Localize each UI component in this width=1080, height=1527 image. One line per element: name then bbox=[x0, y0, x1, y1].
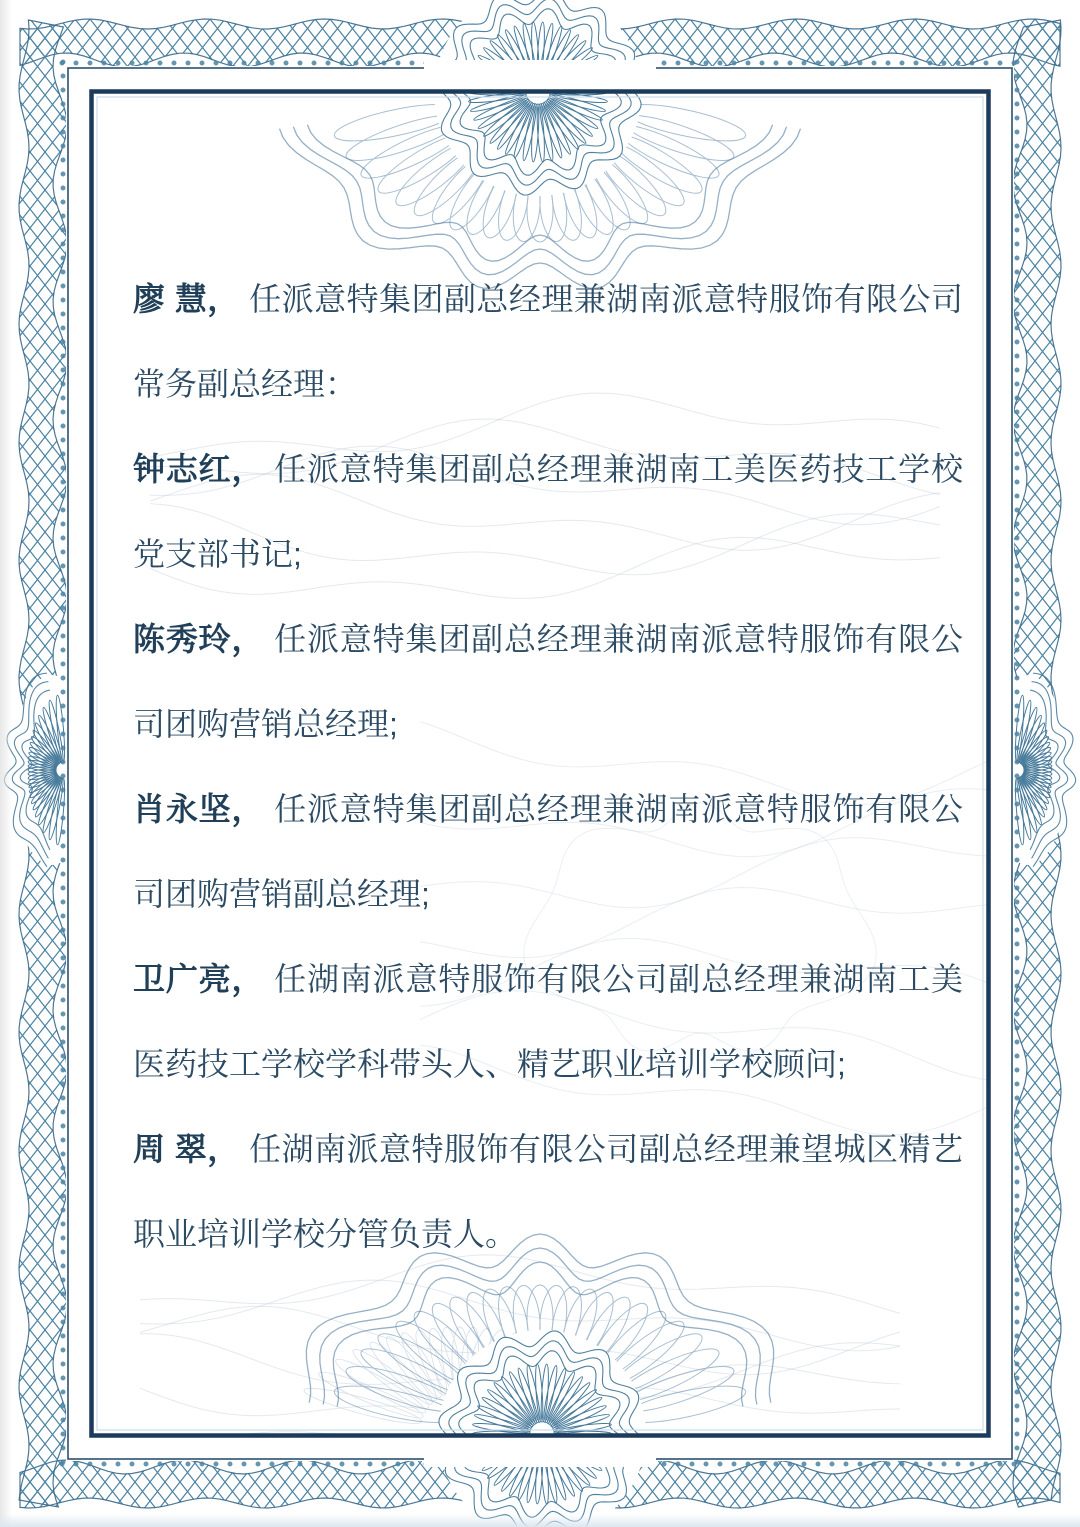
position-text: 任湖南派意特服饰有限公司副总经理兼望城区精艺 bbox=[239, 1131, 963, 1167]
position-text: 任派意特集团副总经理兼湖南派意特服饰有限公司 bbox=[239, 281, 963, 317]
person-name: 肖永坚， bbox=[133, 791, 265, 827]
appointment-line bbox=[133, 427, 963, 512]
person-name: 陈秀玲， bbox=[133, 621, 265, 657]
appointment-line-continuation bbox=[133, 1022, 963, 1107]
position-text: 医药技工学校学科带头人、精艺职业培训学校顾问; bbox=[133, 1046, 846, 1082]
position-text: 任湖南派意特服饰有限公司副总经理兼湖南工美 bbox=[264, 961, 963, 997]
position-text: 职业培训学校分管负责人。 bbox=[133, 1216, 518, 1252]
position-text: 党支部书记; bbox=[133, 536, 302, 572]
photo-edge-left bbox=[0, 0, 12, 1527]
position-text: 司团购营销副总经理; bbox=[133, 876, 430, 912]
position-text: 司团购营销总经理; bbox=[133, 706, 398, 742]
position-text: 任派意特集团副总经理兼湖南派意特服饰有限公 bbox=[264, 621, 963, 657]
photo-edge-bottom bbox=[0, 1514, 1080, 1527]
position-text: 常务副总经理： bbox=[133, 366, 358, 402]
position-text: 任派意特集团副总经理兼湖南工美医药技工学校 bbox=[264, 451, 963, 487]
appointment-line bbox=[133, 257, 963, 342]
appointment-line bbox=[133, 767, 963, 852]
appointment-line-continuation bbox=[133, 342, 963, 427]
person-name: 周 翠， bbox=[133, 1131, 240, 1167]
person-name: 卫广亮， bbox=[133, 961, 265, 997]
appointment-line-continuation bbox=[133, 1192, 963, 1277]
appointment-line bbox=[133, 937, 963, 1022]
appointment-line-continuation bbox=[133, 682, 963, 767]
appointment-line bbox=[133, 597, 963, 682]
appointment-line-continuation bbox=[133, 852, 963, 937]
position-text: 任派意特集团副总经理兼湖南派意特服饰有限公 bbox=[264, 791, 963, 827]
appointment-line bbox=[133, 1107, 963, 1192]
appointment-list bbox=[133, 257, 963, 1277]
person-name: 钟志红， bbox=[133, 451, 265, 487]
person-name: 廖 慧， bbox=[133, 281, 240, 317]
appointment-line-continuation bbox=[133, 512, 963, 597]
